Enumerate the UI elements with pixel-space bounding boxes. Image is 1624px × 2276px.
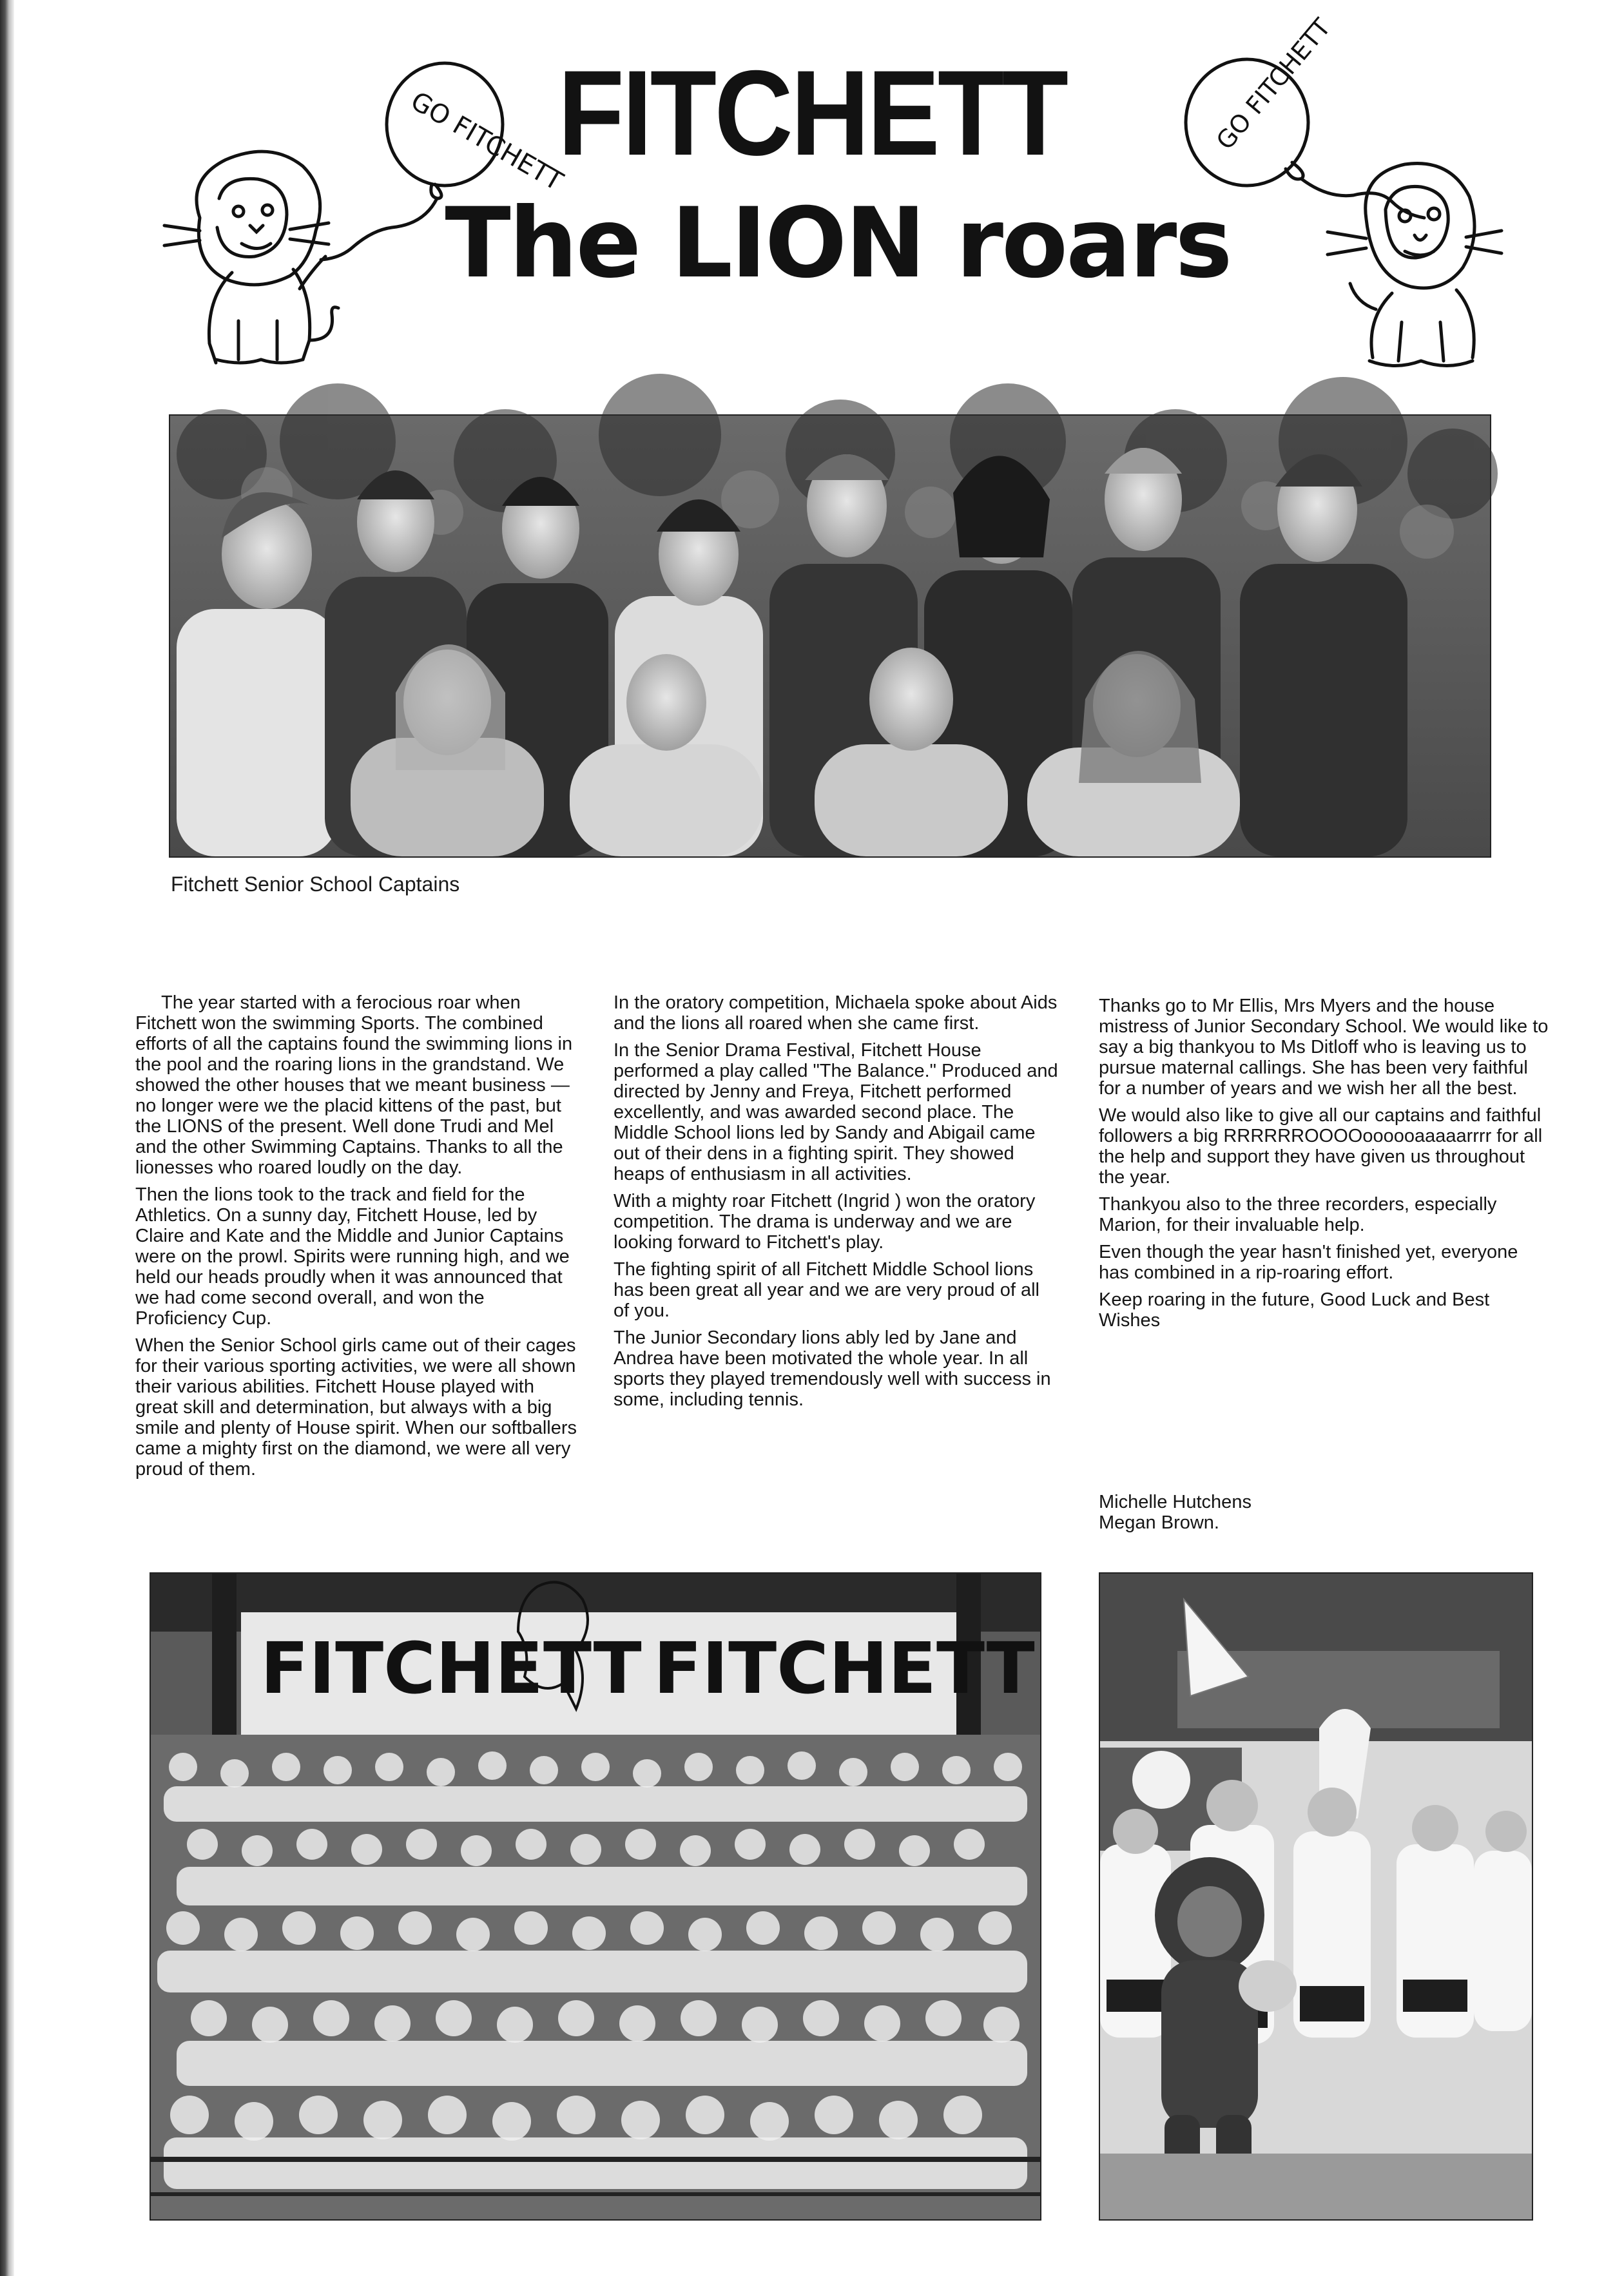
paragraph: In the oratory competition, Michaela spoke about Aids and the lions all roared when she came first. [614,992,1058,1034]
article-column-2 [614,992,1058,1416]
paragraph: We would also like to give all our captains and faithful followers a big RRRRRROOOOoooooaaaaarrrr for all the help and support they have given us throughout the year. [1099,1105,1543,1188]
page-subtitle: The LION roars [445,188,1231,300]
paragraph: Keep roaring in the future, Good Luck and Best Wishes [1099,1289,1490,1331]
banner-text-left: FITCHETT [260,1627,642,1710]
paragraph: Thanks go to Mr Ellis, Mrs Myers and the house mistress of Junior Secondary School. We would like to say a big thankyou to Ms Ditloff who is leaving us to pursue maternal callings. She has been very faithful for a number of years and we wish her all the best. [1099,996,1549,1099]
paragraph: The year started with a ferocious roar when Fitchett won the swimming Sports. The combined efforts of all the captains found the swimming lions in the pool and the roaring lions in the grandstand. We showed the other houses that we meant business — no longer were we the placid kittens of the past, but the LIONS of the present. Well done Trudi and Mel and the other Swimming Captains. Thanks to all the lionesses who roared loudly on the day. [135,992,573,1178]
author-name: Michelle Hutchens [1099,1492,1252,1512]
paragraph: Then the lions took to the track and field for the Athletics. On a sunny day, Fitchett House, led by Claire and Kate and the Middle and Junior Captains were on the prowl. Spirits were running high, and we held our heads proudly when it was announced that we had come second overall, and won the Proficiency Cup. [135,1184,570,1329]
paragraph: Even though the year hasn't finished yet, everyone has combined in a rip-roaring effort. [1099,1242,1518,1283]
parade-mascot-photo [1099,1572,1533,2221]
balloon-left-text: GO FITCHETT [405,86,568,197]
balloon-right-text: GO FITCHETT [1210,13,1337,155]
senior-captains-photo [169,414,1491,858]
page-title: FITCHETT [557,45,1067,180]
paragraph: In the Senior Drama Festival, Fitchett House performed a play called "The Balance." Produced and directed by Jenny and Freya, Fitchett performed excellently, and was awarded second place. The Middle School lions led by Sandy and Abigail came out of their dens in a fighting spirit. They showed heaps of enthusiasm in all activities. [614,1040,1058,1184]
paragraph: The fighting spirit of all Fitchett Middle School lions has been great all year and we are very proud of all of you. [614,1259,1039,1321]
author-name: Megan Brown. [1099,1512,1219,1533]
banner-text-right: FITCHETT [653,1627,1035,1710]
paragraph: The Junior Secondary lions ably led by Jane and Andrea have been motivated the whole year. In all sports they played tremendously well with success in some, including tennis. [614,1327,1051,1410]
photo-caption: Fitchett Senior School Captains [171,873,460,896]
article-column-1 [135,992,580,1486]
book-spine-edge [0,0,14,2276]
paragraph: With a mighty roar Fitchett (Ingrid ) won the oratory competition. The drama is underway and we are looking forward to Fitchett's play. [614,1191,1036,1253]
article-column-3 [1099,996,1550,1337]
paragraph: Thankyou also to the three recorders, especially Marion, for their invaluable help. [1099,1194,1497,1235]
crowd [151,1735,1040,2219]
grandstand-crowd-photo [150,1572,1041,2221]
paragraph: When the Senior School girls came out of their cages for their various sporting activities, we were all shown their various abilities. Fitchett House played with great skill and determination, but always with a big smile and plenty of House spirit. When our softballers came a mighty first on the diamond, we were all very proud of them. [135,1335,577,1480]
author-signatures [1099,1492,1421,1533]
